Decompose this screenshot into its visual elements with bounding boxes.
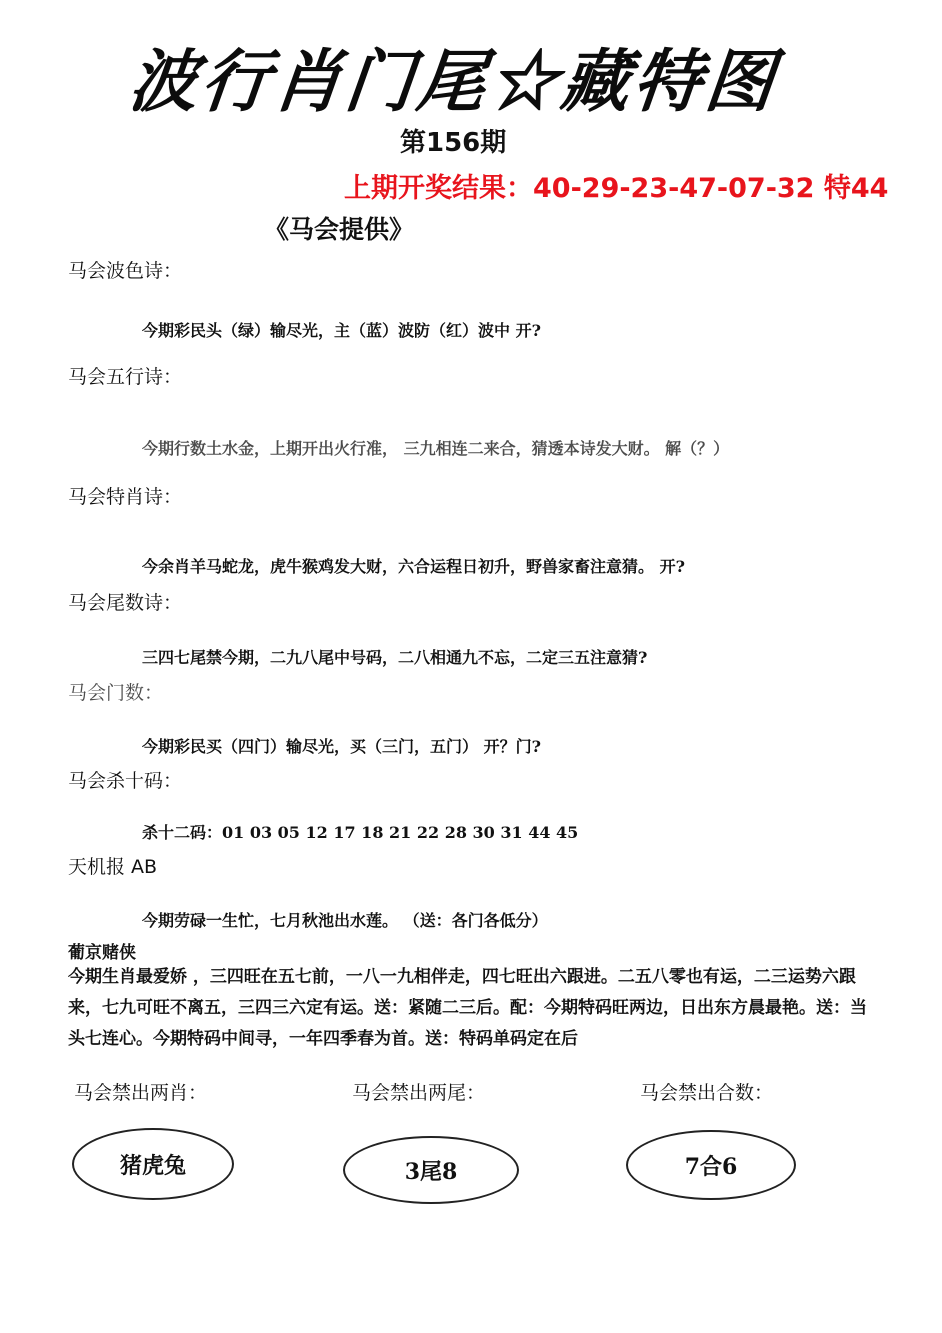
ban-sum-value: 7合6	[684, 1153, 738, 1180]
section-text-tianji: 今期劳碌一生忙，七月秋池出水莲。 （送：各门各低分）	[142, 911, 548, 930]
page-title: 波行肖门尾☆藏特图	[125, 42, 782, 122]
section-text-kill-codes: 杀十二码：01 03 05 12 17 18 21 22 28 30 31 44 45	[142, 823, 579, 842]
issue-number: 第156期	[400, 128, 507, 158]
section-text-door-number: 今期彩民买（四门）输尽光，买（三门，五门） 开？门?	[142, 737, 541, 756]
section-label-door-number: 马会门数：	[68, 682, 164, 704]
section-text-special-zodiac: 今余肖羊马蛇龙，虎牛猴鸡发大财，六合运程日初升，野兽家畜注意猜。 开?	[142, 557, 685, 576]
ban-sum-oval	[626, 1130, 796, 1200]
section-text-five-elements: 今期行数土水金，上期开出火行准， 三九相连二来合，猜透本诗发大财。 解（？）	[142, 439, 730, 458]
ban-zodiac-value: 猪虎兔	[119, 1152, 186, 1179]
pujing-label: 葡京赌侠	[68, 943, 136, 963]
pujing-text: 今期生肖最爱娇 ，三四旺在五七前，一八一九相伴走，四七旺出六跟进。二五八零也有运，二三运势六跟来，七九可旺不离五，三四三六定有运。送：紧随二三后。配：今期特码旺两边，日出东方晨最艳。送：当头七连心。今期特码中间寻，一年四季春为首。送：特码单码定在后	[68, 967, 867, 1049]
section-text-tail-number: 三四七尾禁今期，二九八尾中号码，二八相通九不忘，二定三五注意猜?	[142, 648, 648, 667]
ban-zodiac-oval	[72, 1128, 234, 1200]
ban-tail-value: 3尾8	[404, 1158, 458, 1185]
section-label-kill-codes: 马会杀十码：	[68, 770, 183, 792]
ban-sum-label: 马会禁出合数：	[640, 1082, 774, 1104]
section-label-five-elements: 马会五行诗：	[68, 366, 183, 388]
section-label-tail-number: 马会尾数诗：	[68, 592, 183, 614]
ban-tail-oval	[343, 1136, 519, 1204]
section-text-wave-color: 今期彩民头（绿）输尽光，主（蓝）波防（红）波中 开?	[142, 321, 541, 340]
provider-label: 《马会提供》	[264, 215, 415, 244]
last-draw-result: 上期开奖结果：40-29-23-47-07-32 特44	[344, 173, 889, 204]
ban-tail-label: 马会禁出两尾：	[352, 1082, 486, 1104]
section-label-wave-color: 马会波色诗：	[68, 260, 183, 282]
section-label-special-zodiac: 马会特肖诗：	[68, 486, 183, 508]
ban-zodiac-label: 马会禁出两肖：	[74, 1082, 208, 1104]
section-label-tianji: 天机报 AB	[68, 856, 158, 878]
